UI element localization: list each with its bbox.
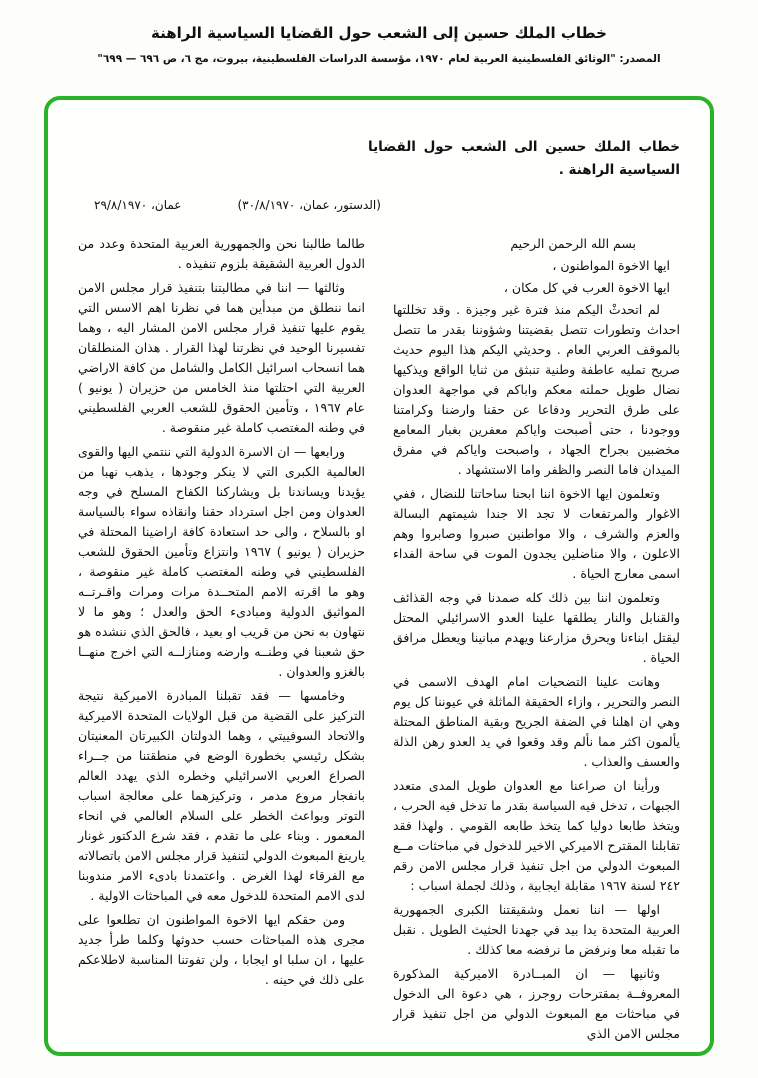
text-columns: [78, 234, 680, 1048]
paragraph: اولها — اننا نعمل وشقيقتنا الكبرى الجمهورية العربية المتحدة يدا بيد في جهدنا الحثيث الطويل . نقبل ما تقبله معا ونرفض ما نرفضه معا كذلك .: [393, 902, 680, 957]
paragraph: ورأينا ان صراعنا مع العدوان طويل المدى متعدد الجبهات ، تدخل فيه السياسة بقدر ما تدخل فيه الحرب ، ويتخذ طابعا دوليا كما يتخذ طابعه القومي . ولهذا فقد تقابلنا المقترح الاميركي الاخير للدخول في مباحثات مــع المبعوث الدولي من اجل تنفيذ قرار مجلس الامن رقم ٢٤٢ لسنة ١٩٦٧ مقابلة ايجابية ، وذلك لجملة اسباب :: [393, 778, 680, 893]
page-header: [0, 0, 758, 65]
paragraph: ومن حقكم ايها الاخوة المواطنون ان تطلعوا على مجرى هذه المباحثات حسب حدوثها وكلما طرأ جديد عليها ، ان سلبا او ايجابا ، ولن تفوتنا المناسبة لاطلاعكم على ذلك في حينه .: [78, 912, 365, 987]
paragraph: وخامسها — فقد تقبلنا المبادرة الاميركية نتيجة التركيز على القضية من قبل الولايات المتحدة الاميركية والاتحاد السوفييتي ، وهما الدولتان الكبيرتان المعنيتان بشكل رئيسي بخطورة الوضع في منطقتنا من جــراء الصراع العربي الاسرائيلي وخطره الذي يهدد العالم بانفجار مروع مدمر ، وتركيزهما على معالجة اسباب التوتر وبواعث الخطر على السلام العالمي في انحاء المعمور . وبناء على ما تقدم ، فقد شرع الدكتور غونار يارينغ المبعوث الدولي لتنفيذ قرار مجلس الامن باتصالاته مع الفرقاء لهذا الغرض . واعتمدنا بادىء الامر مندوبنا لدى الامم المتحدة للدخول معه في المباحثات الاولية .: [78, 688, 365, 903]
paragraph: ايها الاخوة المواطنون ،: [552, 258, 670, 273]
source-line: المصدر: "الوثائق الفلسطينية العربية لعام ١٩٧٠، مؤسسة الدراسات الفلسطينية، بيروت، مج ٦، ص ٦٩٦ — ٦٩٩": [97, 53, 661, 65]
page-title: خطاب الملك حسين إلى الشعب حول القضايا السياسية الراهنة: [151, 24, 607, 42]
column-right: [393, 234, 680, 1048]
document-body: [48, 100, 710, 1052]
paragraph: وثالثها — اننا في مطالبتنا بتنفيذ قرار مجلس الامن انما ننطلق من مبدأين هما في نظرنا اهم الاسس التي يقوم عليها تنفيذ قرار مجلس الامن المشار اليه ، وهما تفسيرنا الوحيد في نظرتنا لهذا القرار . هذان المنطلقان هما انسحاب اسرائيل الكامل والشامل من كافة الاراضي العربية التي احتلتها منذ الخامس من حزيران ( يونيو ) عام ١٩٦٧ ، وتأمين الحقوق للشعب العربي الفلسطيني في وطنه المغتصب كاملة غير منقوصة .: [78, 280, 365, 435]
paragraph: وثانيها — ان المبــادرة الاميركية المذكورة المعروفــة بمقترحات روجرز ، هي دعوة الى الدخول في مباحثات مع المبعوث الدولي من اجل تنفيذ قرار مجلس الامن الذي: [393, 966, 680, 1041]
paragraph: لم اتحدثْ اليكم منذ فترة غير وجيزة . وقد تخللتها احداث وتطورات تتصل بقضيتنا وشؤوننا بقدر ما تتصل بالموقف العربي العام . وحديثي اليكم هذا اليوم حديث صريح تمليه عاطفة وطنية تنبثق من ثنايا الواقع ويذكيها نضال طويل حملته معكم واباكم في مواجهة العدوان على طرق التحرير ودفاعا عن حقنا وارضنا وكرامتنا ووجودنا ، حتى أصبحت واياكم معفرين بغبار المعامع مخضبين بجراح الجهاد ، واصبحت واياكم في مفرق الميدان فاما النصر والظفر واما الاستشهاد .: [393, 302, 680, 477]
date-source-citation: (الدستور، عمان، ٣٠/٨/١٩٧٠): [237, 198, 381, 212]
paragraph: وتعلمون ايها الاخوة اننا ابحنا ساحاتنا للنضال ، ففي الاغوار والمرتفعات لا تجد الا جندا شيمتهم البسالة والعزم والشرف ، والا مواطنين صبروا وصابروا وهم الاعلون ، والا مناضلين يجدون الموت في ساحة الفداء اسمى معارج الحياة .: [393, 486, 680, 581]
paragraph: طالما طالبنا نحن والجمهورية العربية المتحدة وعدد من الدول العربية الشقيقة بلزوم تنفيذه .: [78, 236, 365, 271]
green-border-frame: [44, 96, 714, 1056]
paragraph: ايها الاخوة العرب في كل مكان ،: [503, 280, 670, 295]
paragraph: وهانت علينا التضحيات امام الهدف الاسمى في النصر والتحرير ، وازاء الحقيقة الماثلة في عيوننا كل يوم وهي ان اهلنا في الضفة الجريح وبقية المناطق المحتلة يألمون اكثر مما نألم وقد وقعوا في يد العدو رهن الذلة والعسف والعذاب .: [393, 674, 680, 769]
date-row: [78, 198, 680, 212]
column-left: [78, 234, 365, 1048]
paragraph: بسم الله الرحمن الرحيم: [510, 236, 636, 251]
date-place: عمان، ٢٩/٨/١٩٧٠: [94, 198, 182, 212]
paragraph: وتعلمون اننا بين ذلك كله صمدنا في وجه القذائف والقنابل والنار يطلقها علينا العدو الاسرائيلي المحتل ليقتل ابناءنا ويحرق مزارعنا ويهدم مبانينا ويعطل مرافق الحياة .: [393, 590, 680, 665]
paragraph: ورابعها — ان الاسرة الدولية التي ننتمي اليها والقوى العالمية الكبرى التي لا ينكر وجودها ، يذهب نهبا من يؤيدنا ويساندنا بل ويشاركنا الكفاح المسلح في وجه العدوان ومن اجل استرداد حقنا وانقاذه سواء بالسياسة او بالسلاح ، والى حد استعادة كافة اراضينا المحتلة في حزيران ( يونيو ) ١٩٦٧ وانتزاع وتأمين الحقوق للشعب الفلسطيني في وطنه المغتصب كاملة غير منقوصة ، وهو ما اقرته الامم المتحــدة مرات ومرات واقـرتــه المواثيق الدولية ومبادىء الحق والعدل ؛ وهو ما لا نتهاون به نحن من قريب او بعيد ، فالحق الذي ننشده هو حق شعبنا في وطنــه وارضه ومنازلــه التي اخرج منهــا بالغزو والعدوان .: [78, 444, 365, 679]
document-title: خطاب الملك حسين الى الشعب حول القضايا السياسية الراهنة .: [368, 139, 680, 178]
